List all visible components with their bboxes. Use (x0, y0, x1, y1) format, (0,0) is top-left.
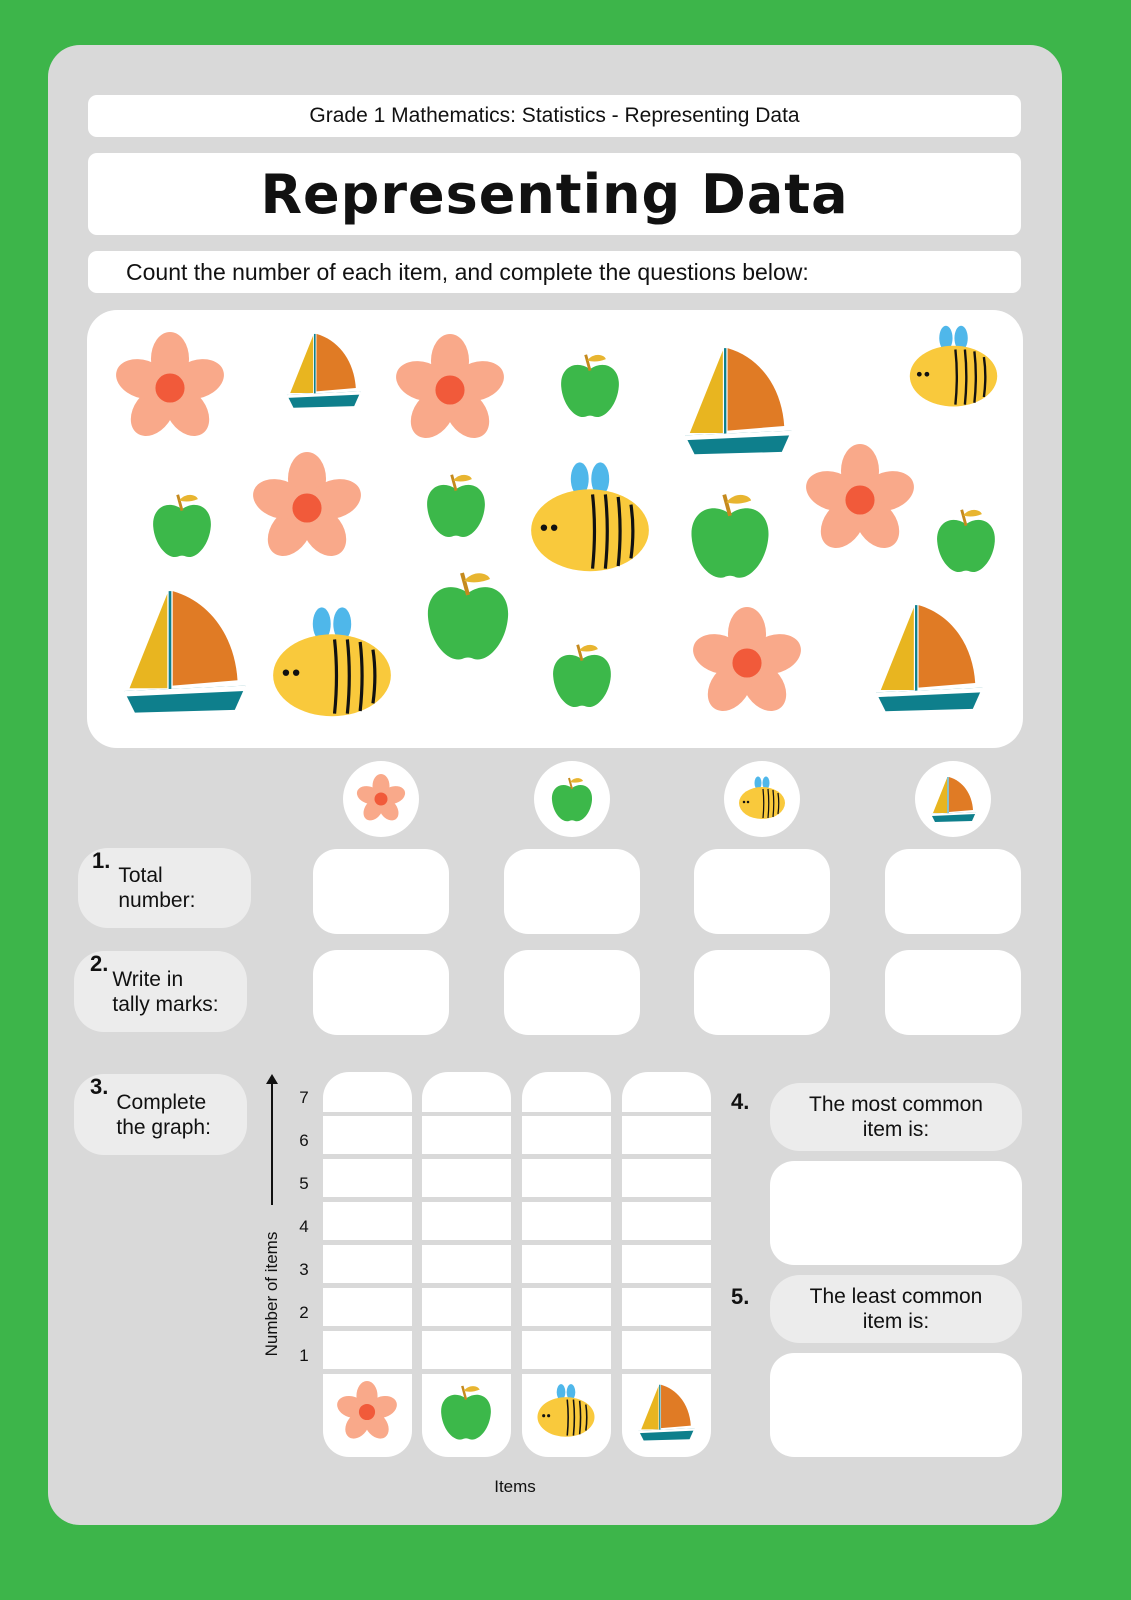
column-header-flower (343, 761, 419, 837)
y-tick-label: 3 (299, 1260, 309, 1279)
question-5-label: The least common item is: (770, 1275, 1022, 1343)
graph-cell-flower-4[interactable] (323, 1202, 412, 1240)
y-tick-label: 5 (299, 1174, 309, 1193)
graph-cell-bee-2[interactable] (522, 1288, 611, 1326)
graph-cell-bee-1[interactable] (522, 1331, 611, 1369)
graph-cell-flower-3[interactable] (323, 1245, 412, 1283)
y-axis-arrow (271, 1080, 273, 1205)
question-4-number: 4. (731, 1089, 750, 1114)
question-5-number: 5. (731, 1284, 750, 1309)
graph-cell-bee-3[interactable] (522, 1245, 611, 1283)
question-1-label (78, 848, 251, 928)
y-tick-label: 1 (299, 1346, 309, 1365)
bee-icon (535, 1381, 597, 1443)
most-common-answer-box[interactable] (770, 1161, 1022, 1265)
column-header-apple (534, 761, 610, 837)
tally-marks-box-apple[interactable] (504, 950, 640, 1035)
x-axis-label: Items (494, 1477, 536, 1496)
graph-cell-sailboat-5[interactable] (622, 1159, 711, 1197)
total-number-box-flower[interactable] (313, 849, 449, 934)
total-number-box-bee[interactable] (694, 849, 830, 934)
sailboat-icon (282, 329, 364, 411)
sailboat-icon (116, 583, 251, 718)
graph-cell-sailboat-7[interactable] (622, 1072, 711, 1112)
graph-cell-apple-4[interactable] (422, 1202, 511, 1240)
graph-category-sailboat (622, 1374, 711, 1457)
graph-category-apple (422, 1374, 511, 1457)
picture-panel (87, 310, 1023, 748)
graph-category-flower (323, 1374, 412, 1457)
label-line: Total (118, 864, 163, 887)
apple-icon (547, 774, 597, 824)
apple-icon (682, 487, 778, 583)
question-number: 3. (90, 1074, 109, 1099)
bee-icon (906, 321, 1001, 416)
apple-icon (435, 1381, 497, 1443)
tally-marks-box-bee[interactable] (694, 950, 830, 1035)
flower-icon (356, 774, 406, 824)
flower-icon (691, 607, 803, 719)
graph-cell-bee-7[interactable] (522, 1072, 611, 1112)
graph-cell-apple-7[interactable] (422, 1072, 511, 1112)
graph-cell-flower-2[interactable] (323, 1288, 412, 1326)
least-common-answer-box[interactable] (770, 1353, 1022, 1457)
column-header-bee (724, 761, 800, 837)
graph-cell-apple-5[interactable] (422, 1159, 511, 1197)
apple-icon (930, 504, 1002, 576)
label-line: number: (118, 889, 196, 912)
bee-icon (737, 774, 787, 824)
graph-cell-flower-6[interactable] (323, 1116, 412, 1154)
graph-cell-sailboat-3[interactable] (622, 1245, 711, 1283)
graph-cell-sailboat-1[interactable] (622, 1331, 711, 1369)
y-axis-label: Number of items (262, 1231, 281, 1357)
graph-cell-bee-5[interactable] (522, 1159, 611, 1197)
question-number: 2. (90, 951, 109, 976)
y-tick-label: 4 (299, 1217, 309, 1236)
worksheet-subtitle: Grade 1 Mathematics: Statistics - Representing Data (88, 95, 1021, 137)
label-line: tally marks: (112, 992, 219, 1016)
apple-icon (546, 639, 618, 711)
graph-cell-apple-3[interactable] (422, 1245, 511, 1283)
graph-category-bee (522, 1374, 611, 1457)
question-4-label: The most common item is: (770, 1083, 1022, 1151)
y-tick-label: 2 (299, 1303, 309, 1322)
y-tick-label: 7 (299, 1088, 309, 1107)
label-line: the graph: (116, 1115, 211, 1139)
column-header-sailboat (915, 761, 991, 837)
flower-icon (114, 332, 226, 444)
sailboat-icon (678, 341, 796, 459)
graph-cell-flower-5[interactable] (323, 1159, 412, 1197)
apple-icon (146, 489, 218, 561)
question-3-label (74, 1074, 247, 1155)
arrow-head-icon (266, 1074, 278, 1084)
bee-icon (268, 601, 396, 729)
graph-cell-sailboat-4[interactable] (622, 1202, 711, 1240)
y-tick-label: 6 (299, 1131, 309, 1150)
flower-icon (804, 444, 916, 556)
flower-icon (251, 452, 363, 564)
graph-cell-flower-7[interactable] (323, 1072, 412, 1112)
total-number-box-apple[interactable] (504, 849, 640, 934)
label-line: Complete (116, 1090, 207, 1114)
instructions: Count the number of each item, and complete the questions below: (88, 251, 1021, 293)
graph-cell-apple-2[interactable] (422, 1288, 511, 1326)
graph-cell-bee-6[interactable] (522, 1116, 611, 1154)
graph-cell-flower-1[interactable] (323, 1331, 412, 1369)
apple-icon (420, 469, 492, 541)
graph-cell-apple-1[interactable] (422, 1331, 511, 1369)
page-title: Representing Data (88, 153, 1021, 235)
apple-icon (418, 565, 518, 665)
graph-cell-apple-6[interactable] (422, 1116, 511, 1154)
tally-marks-box-sailboat[interactable] (885, 950, 1021, 1035)
total-number-box-sailboat[interactable] (885, 849, 1021, 934)
flower-icon (394, 334, 506, 446)
flower-icon (336, 1381, 398, 1443)
graph-cell-sailboat-2[interactable] (622, 1288, 711, 1326)
tally-marks-box-flower[interactable] (313, 950, 449, 1035)
question-2-label (74, 951, 247, 1032)
sailboat-icon (928, 774, 978, 824)
apple-icon (554, 349, 626, 421)
graph-cell-bee-4[interactable] (522, 1202, 611, 1240)
label-line: Write in (112, 967, 184, 991)
sailboat-icon (635, 1381, 697, 1443)
sailboat-icon (869, 598, 987, 716)
graph-cell-sailboat-6[interactable] (622, 1116, 711, 1154)
question-number: 1. (92, 848, 111, 873)
bee-icon (526, 456, 654, 584)
